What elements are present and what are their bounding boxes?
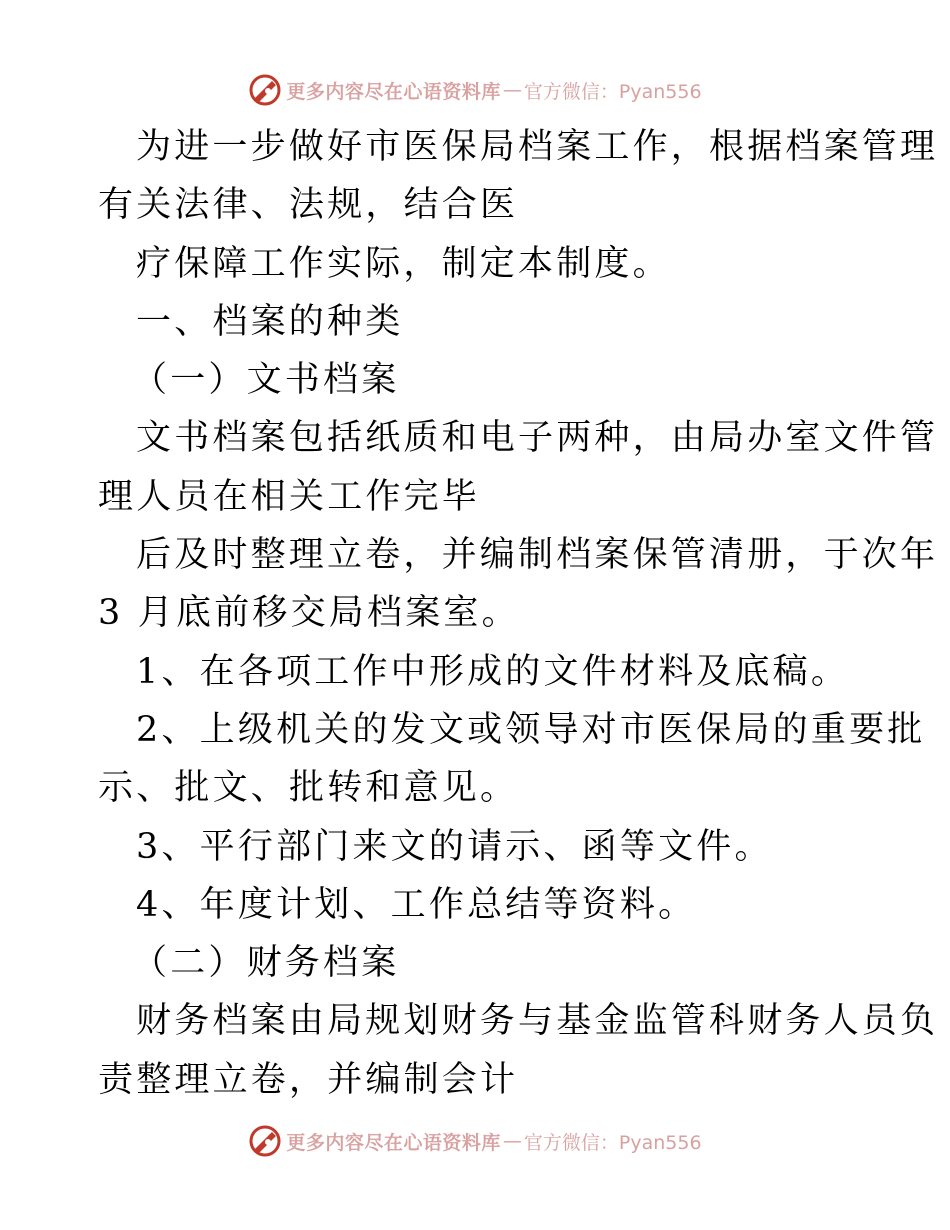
list-item-continuation: 示、批文、批转和意见。 bbox=[98, 768, 519, 809]
paragraph-line: 疗保障工作实际，制定本制度。 bbox=[136, 243, 671, 284]
header-watermark bbox=[0, 70, 950, 110]
list-item: 4、年度计划、工作总结等资料。 bbox=[136, 884, 697, 925]
paragraph-line: 文书档案包括纸质和电子两种，由局办室文件管 bbox=[136, 418, 939, 459]
paragraph-line: 有关法律、法规，结合医 bbox=[98, 185, 519, 226]
watermark-brand: 更多内容尽在心语资料库 bbox=[286, 80, 501, 103]
paragraph-line: 为进一步做好市医保局档案工作，根据档案管理 bbox=[136, 127, 939, 167]
subsection-heading: （一）文书档案 bbox=[132, 360, 400, 401]
list-item: 1、在各项工作中形成的文件材料及底稿。 bbox=[136, 651, 850, 692]
watermark-brand: 更多内容尽在心语资料库 bbox=[286, 1131, 501, 1154]
watermark-contact: 官方微信：Pyan556 bbox=[523, 80, 702, 103]
watermark-separator: — bbox=[502, 1130, 522, 1152]
pen-logo-icon bbox=[248, 73, 282, 107]
list-item: 2、上级机关的发文或领导对市医保局的重要批 bbox=[136, 709, 926, 750]
subsection-heading: （二）财务档案 bbox=[132, 943, 400, 984]
watermark-contact: 官方微信：Pyan556 bbox=[523, 1131, 702, 1154]
paragraph-line: 后及时整理立卷，并编制档案保管清册，于次年 bbox=[136, 535, 939, 576]
paragraph-line: 理人员在相关工作完毕 bbox=[98, 476, 481, 517]
list-item: 3、平行部门来文的请示、函等文件。 bbox=[136, 826, 773, 867]
pen-logo-icon bbox=[248, 1124, 282, 1158]
section-heading: 一、档案的种类 bbox=[136, 301, 404, 342]
paragraph-line: 3 月底前移交局档案室。 bbox=[98, 593, 520, 634]
footer-watermark bbox=[0, 1121, 950, 1161]
paragraph-line: 责整理立卷，并编制会计 bbox=[98, 1059, 519, 1100]
document-body bbox=[98, 118, 939, 1109]
paragraph-line: 财务档案由局规划财务与基金监管科财务人员负 bbox=[136, 1001, 939, 1042]
watermark-separator: — bbox=[502, 79, 522, 101]
